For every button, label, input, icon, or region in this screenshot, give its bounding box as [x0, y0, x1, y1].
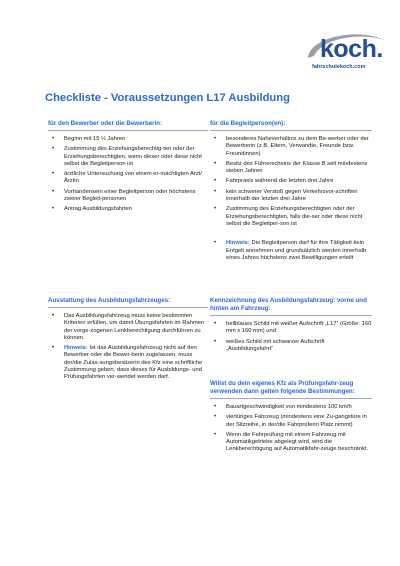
hint-text: Ist das Ausbildungsfahrzeug nicht auf den Bewerber oder die Bewer-berin zugelassen, muss der/die Zulas-sungsbesitzerin des Kfz eine schriftliche Zustimmung geben, dass dieses für Ausbildungs- und Prüfungsfahrten ver-wendet werden darf.: [64, 345, 203, 381]
page-title: Checkliste - Voraussetzungen L17 Ausbildung: [45, 92, 290, 104]
section-heading: für den Bewerber oder die Bewerberin:: [48, 120, 208, 131]
list-item: • viertüriges Fahrzeug (mindestens eine Zu-gangstüre in der Sitzreihe, in der/die Fahrprüferin Platz nimmt): [214, 414, 367, 428]
ausstattung-list: [48, 313, 208, 382]
list-item: • Zustimmung des Erziehungsberechtig-ten oder der Erziehungsberechtigten, wenn dieser oder diese nicht selbst die Begleitperson ist: [52, 146, 202, 167]
list-item: • kein schwerer Verstoß gegen Verkehrsvor-schriften innerhalb der letzten drei Jahre: [214, 188, 358, 203]
list-item: • Vorhandensein einer Begleitperson oder höchstens zweier Begleit-personen: [52, 188, 196, 203]
logo: [300, 28, 390, 80]
bullet-icon: •: [214, 136, 217, 142]
list-item: • Fahrpraxis während der letzten drei Jahre: [214, 178, 334, 185]
section-kennzeichnung: [210, 297, 372, 356]
section-ausstattung: [48, 297, 208, 385]
logo-text: koch.: [320, 35, 383, 63]
list-item: • Das Ausbildungsfahrzeug muss keine bestimmten Kriterien erfüllen, um damit Übungsfahrten im Rahmen der vorge-zogenen Lenkberechtigung durchführen zu können.: [52, 313, 205, 341]
bullet-icon: •: [214, 404, 217, 410]
list-item: • ärztliche Untersuchung von einem er-mächtigten Arzt/Ärztin: [52, 171, 202, 185]
begleitperson-hint: [210, 240, 372, 262]
bullet-icon: •: [52, 188, 55, 195]
bewerber-list: [48, 136, 208, 214]
bullet-icon: •: [52, 345, 55, 352]
section-bewerber: [48, 120, 208, 217]
bullet-icon: •: [52, 146, 55, 153]
list-item: • Zustimmung des Erziehungsberechtigten oder der Erziehungsberechtigten, falls die-ser oder diese nicht selbst die Begleitper-son ist: [214, 206, 363, 227]
bullet-icon: •: [214, 338, 217, 345]
hint-item: [48, 345, 208, 381]
hint-item: [210, 240, 372, 262]
section-pruefung: [210, 380, 372, 457]
bullet-icon: •: [214, 188, 217, 195]
bullet-icon: •: [214, 414, 217, 421]
list-item: • hellblaues Schild mit weißer Aufschrift „L17“ (Größe: 160 mm x 160 mm) und: [214, 321, 372, 335]
section-begleitperson: [210, 120, 372, 265]
bullet-icon: •: [214, 321, 217, 327]
bullet-icon: •: [214, 431, 217, 438]
bullet-icon: •: [52, 171, 55, 178]
list-item: • besonderes Naheverhältnis zu dem Be-werber oder der Bewerberin (z.B. Eltern, Verwandte, Freunde bzw. Freundinnen): [214, 136, 369, 157]
bullet-icon: •: [214, 206, 217, 213]
list-item: • Antrag Ausbildungsfahrten: [52, 206, 133, 213]
kennzeichnung-list: [210, 321, 372, 353]
bullet-icon: •: [214, 240, 217, 247]
hint-label: Hinweis:: [64, 345, 88, 352]
pruefung-list: [210, 404, 372, 454]
logo-subtitle: fahrschulekoch.com: [312, 64, 366, 70]
list-item: • Wenn die Fahrprüfung mit einem Fahrzeug mit Automatikgetriebe abgelegt wird, wird die Lenkberechtigung auf Automatikfahr-zeuge beschränkt.: [214, 431, 369, 453]
bullet-icon: •: [52, 313, 55, 319]
hint-text: Die Begleitperson darf für ihre Tätigkeit kein Entgelt annehmen und grundsätzlich werden innerhalb eines Jahres höchstens zwei Bewilligungen erteilt: [226, 240, 367, 261]
list-item: • Bauartgeschwindigkeit von mindestens 100 km/h: [214, 404, 352, 410]
section-heading: für die Begleitperson(en):: [210, 120, 372, 131]
section-heading: Ausstattung des Ausbildungsfahrzeuges:: [48, 297, 208, 308]
list-item: • weißes Schild mit schwarzer Aufschrift „Ausbildungsfahrt“: [214, 338, 325, 352]
section-heading: Willst du dein eigenes Kfz als Prüfungsfahr-zeug verwenden dann gelten folgende Bestimmungen:: [210, 380, 372, 399]
bullet-icon: •: [214, 160, 217, 167]
hint-label: Hinweis:: [226, 240, 250, 247]
list-item: • Beginn mit 15 ½ Jahren: [52, 136, 126, 142]
section-heading: Kennzeichnung des Ausbildungsfahrzeug: vorne und hinten am Fahrzeug:: [210, 297, 372, 316]
begleitperson-list: [210, 136, 372, 228]
list-item: • Besitz des Führerscheins der Klasse B seit mindestens sieben Jahren: [214, 160, 368, 175]
bullet-icon: •: [214, 178, 217, 185]
bullet-icon: •: [52, 206, 55, 213]
bullet-icon: •: [52, 136, 55, 142]
